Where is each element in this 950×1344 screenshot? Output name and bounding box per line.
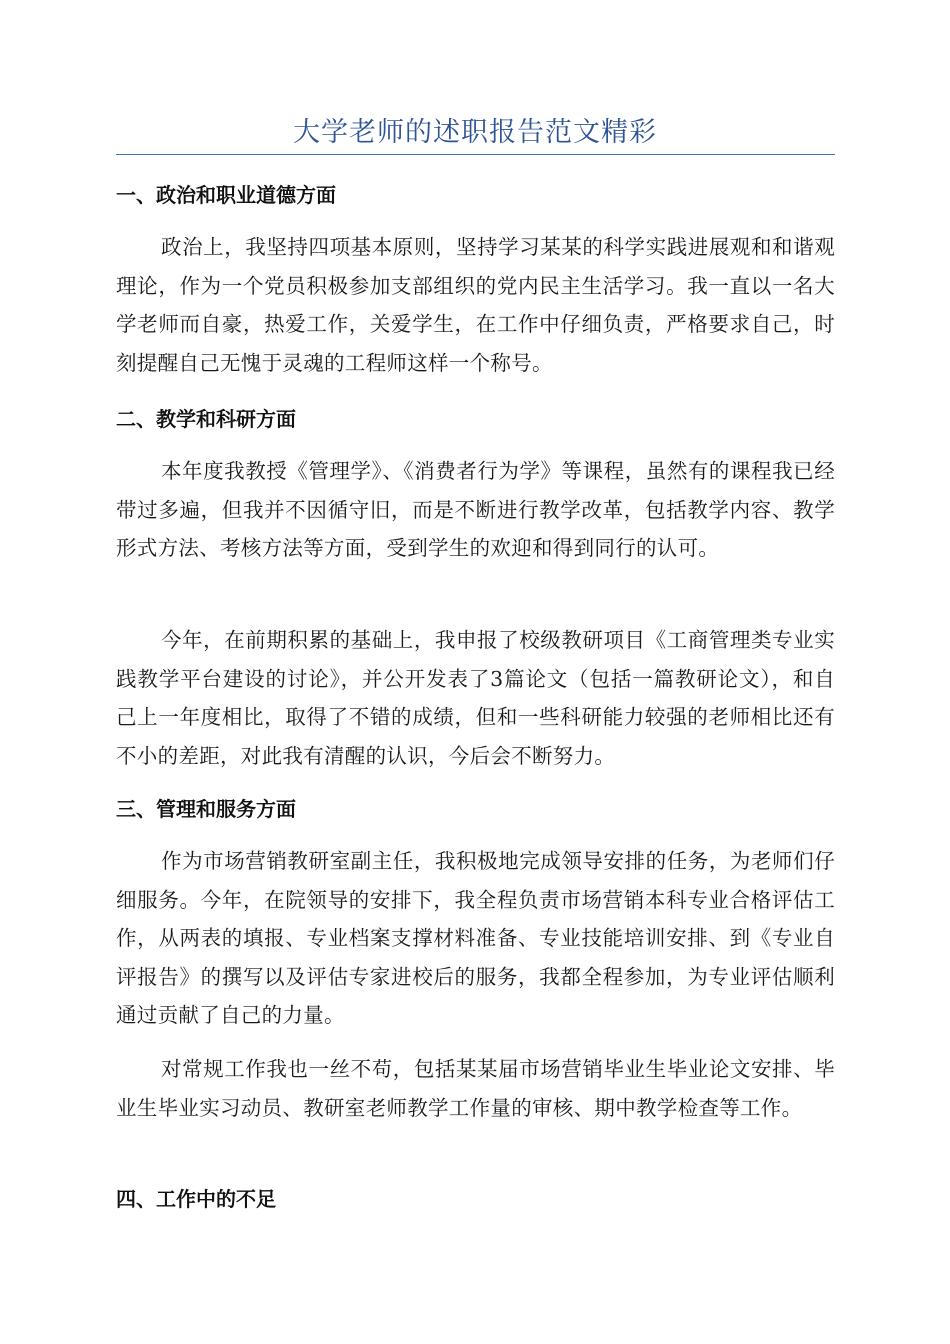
section-heading-teaching: 二、教学和科研方面 (116, 407, 296, 431)
section-heading-shortcomings: 四、工作中的不足 (116, 1187, 276, 1211)
title-underline (116, 154, 835, 155)
paragraph-politics: 政治上，我坚持四项基本原则，坚持学习某某的科学实践进展观和和谐观理论，作为一个党员积极参加支部组织的党内民主生活学习。我一直以一名大学老师而自豪，热爱工作，关爱学生，在工作中仔细负责，严格要求自己，时刻提醒自己无愧于灵魂的工程师这样一个称号。 (116, 235, 835, 375)
paragraph-management-2: 对常规工作我也一丝不苟，包括某某届市场营销毕业生毕业论文安排、毕业生毕业实习动员、教研室老师教学工作量的审核、期中教学检查等工作。 (116, 1057, 835, 1120)
paragraph-teaching-2: 今年，在前期积累的基础上，我申报了校级教研项目《工商管理类专业实践教学平台建设的讨论》，并公开发表了3篇论文（包括一篇教研论文），和自己上一年度相比，取得了不错的成绩，但和一些科研能力较强的老师相比还有不小的差距，对此我有清醒的认识，今后会不断努力。 (116, 628, 835, 768)
document-title: 大学老师的述职报告范文精彩 (293, 117, 657, 148)
paragraph-teaching-1: 本年度我教授《管理学》、《消费者行为学》等课程，虽然有的课程我已经带过多遍，但我并不因循守旧，而是不断进行教学改革，包括教学内容、教学形式方法、考核方法等方面，受到学生的欢迎和得到同行的认可。 (116, 459, 835, 560)
paragraph-management-1: 作为市场营销教研室副主任，我积极地完成领导安排的任务，为老师们仔细服务。今年，在院领导的安排下，我全程负责市场营销本科专业合格评估工作，从两表的填报、专业档案支撑材料准备、专业技能培训安排、到《专业自评报告》的撰写以及评估专家进校后的服务，我都全程参加，为专业评估顺利通过贡献了自己的力量。 (116, 849, 835, 1027)
section-heading-politics: 一、政治和职业道德方面 (116, 183, 336, 207)
section-heading-management: 三、管理和服务方面 (116, 797, 296, 821)
